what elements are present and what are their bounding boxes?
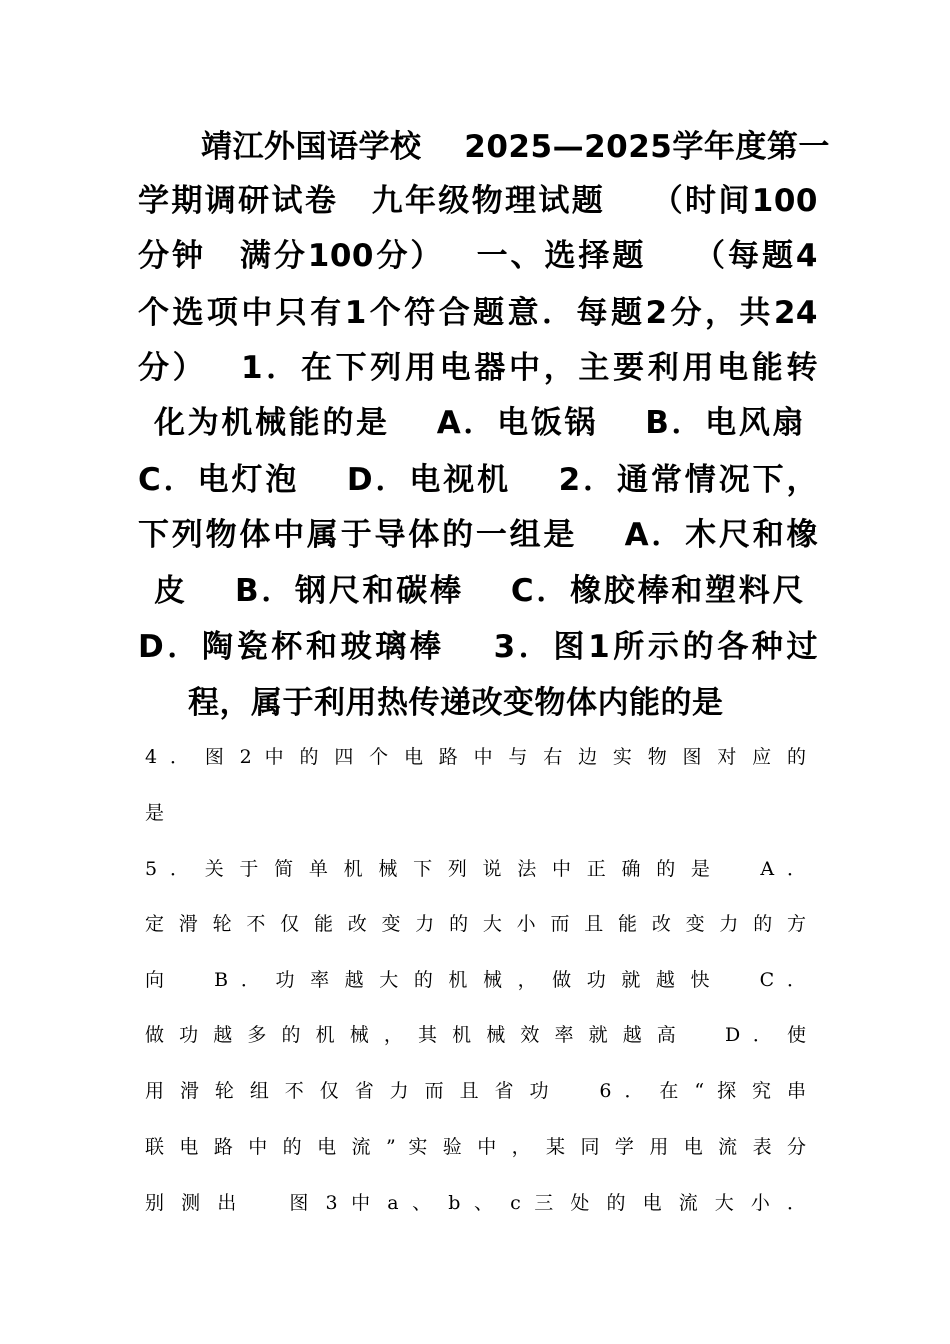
text-line-5: 分） 1．在下列用电器中，主要利用电能转 — [138, 350, 818, 386]
small-line-9: 别 测 出 图 3 中 a 、 b 、 c 三 处 的 电 流 大 小 ． — [145, 1192, 808, 1214]
text-line-3: 分钟 满分100分） 一、选择题 （每题4 — [138, 238, 818, 274]
text-line-6: 化为机械能的是 A．电饭锅 B．电风扇 — [154, 405, 804, 441]
text-line-9: 皮 B．钢尺和碳棒 C．橡胶棒和塑料尺 — [154, 573, 804, 609]
text-line-4: 个选项中只有1个符合题意．每题2分，共24 — [138, 295, 818, 331]
text-line-11: 程，属于利用热传递改变物体内能的是 — [188, 685, 724, 721]
small-line-3: 5 ． 关 于 简 单 机 械 下 列 说 法 中 正 确 的 是 A ． — [145, 858, 808, 880]
text-line-7: C．电灯泡 D．电视机 2．通常情况下， — [138, 462, 818, 498]
small-line-4: 定 滑 轮 不 仅 能 改 变 力 的 大 小 而 且 能 改 变 力 的 方 — [145, 913, 808, 935]
small-line-8: 联 电 路 中 的 电 流 ” 实 验 中 ， 某 同 学 用 电 流 表 分 — [145, 1136, 808, 1158]
small-line-7: 用 滑 轮 组 不 仅 省 力 而 且 省 功 6 ． 在 “ 探 究 串 — [145, 1080, 808, 1102]
text-line-8: 下列物体中属于导体的一组是 A．木尺和橡 — [138, 517, 818, 553]
small-line-1: 4 ． 图 2 中 的 四 个 电 路 中 与 右 边 实 物 图 对 应 的 — [145, 746, 808, 768]
small-line-2: 是 — [145, 802, 167, 824]
text-line-1: 靖江外国语学校 2025—2025学年度第一 — [138, 129, 830, 165]
small-line-6: 做 功 越 多 的 机 械 ， 其 机 械 效 率 就 越 高 D ． 使 — [145, 1024, 808, 1046]
text-line-10: D．陶瓷杯和玻璃棒 3．图1所示的各种过 — [138, 629, 818, 665]
text-line-2: 学期调研试卷 九年级物理试题 （时间100 — [138, 183, 818, 219]
small-line-5: 向 B ． 功 率 越 大 的 机 械 ， 做 功 就 越 快 C ． — [145, 969, 808, 991]
